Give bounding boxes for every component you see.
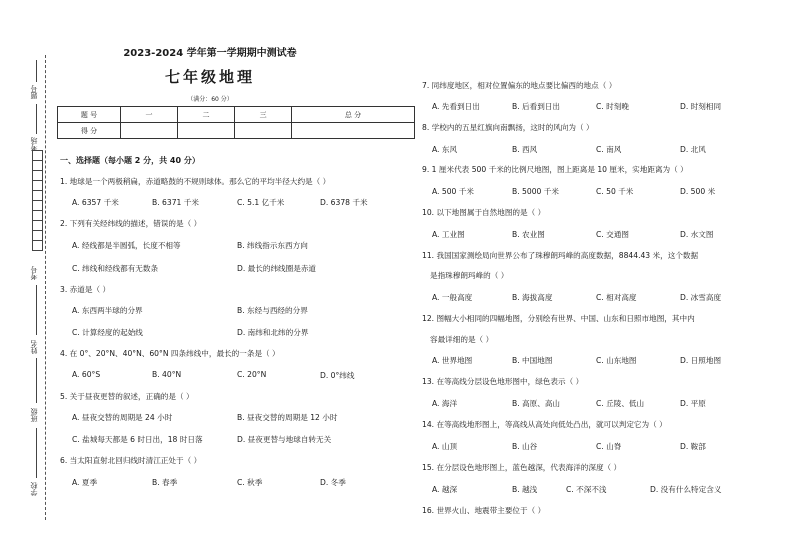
- score-table-score-row: [58, 123, 415, 139]
- question-option: C. 秋季: [237, 478, 263, 487]
- question-stem-continued: 容最详细的是（ ）: [430, 335, 494, 344]
- question-option: D. 鞍部: [680, 442, 706, 451]
- question-option: B. 6371 千米: [152, 198, 199, 207]
- question-option: C. 纬线和经线都有无数条: [72, 264, 159, 273]
- question-option: C. 不深不浅: [566, 485, 607, 494]
- section-title: 一、选择题（每小题 2 分，共 40 分）: [60, 156, 200, 165]
- question-option: B. 西风: [512, 145, 538, 154]
- question-option: D. 没有什么特定含义: [650, 485, 722, 494]
- score-table: [57, 106, 415, 139]
- question-option: C. 盐城每天都是 6 时日出，18 时日落: [72, 435, 203, 444]
- score-table-cell[interactable]: [121, 123, 178, 139]
- score-table-cell[interactable]: [292, 123, 415, 139]
- question-option: C. 20°N: [237, 370, 267, 379]
- question-option: D. 水文图: [680, 230, 714, 239]
- question-option: D. 南纬和北纬的分界: [237, 328, 309, 337]
- question-option: B. 春季: [152, 478, 178, 487]
- question-option: C. 山东地图: [596, 356, 637, 365]
- question-option: D. 北风: [680, 145, 706, 154]
- question-option: B. 5000 千米: [512, 187, 559, 196]
- question-option: D. 平原: [680, 399, 706, 408]
- score-table-cell: 得 分: [58, 123, 121, 139]
- question-option: C. 交通图: [596, 230, 629, 239]
- question-option: B. 昼夜交替的周期是 12 小时: [237, 413, 338, 422]
- margin-label-name: 姓名: [30, 340, 38, 354]
- margin-fill-line: [36, 428, 37, 478]
- seat-number-grid: [32, 150, 42, 250]
- binding-line: [45, 55, 46, 520]
- question-option: D. 时刻相同: [680, 102, 722, 111]
- question-option: D. 冬季: [320, 478, 346, 487]
- question-option: D. 日照地图: [680, 356, 722, 365]
- question-option: A. 先看到日出: [432, 102, 480, 111]
- question-option: B. 越浅: [512, 485, 538, 494]
- question-option: B. 山谷: [512, 442, 538, 451]
- question-option: A. 夏季: [72, 478, 98, 487]
- margin-fill-line: [36, 358, 37, 403]
- score-table-cell[interactable]: [178, 123, 235, 139]
- question-option: C. 计算经度的起始线: [72, 328, 143, 337]
- question-stem: 1. 地球是一个两极稍扁，赤道略鼓的不规则球体。那么它的平均半径大约是（ ）: [60, 177, 331, 186]
- question-option: B. 40°N: [152, 370, 182, 379]
- margin-fill-line: [36, 104, 37, 134]
- question-stem: 2. 下列有关经纬线的描述，错误的是（ ）: [60, 219, 202, 228]
- question-option: A. 世界地图: [432, 356, 473, 365]
- question-option: C. 相对高度: [596, 293, 637, 302]
- margin-label-exam-number: 考号: [30, 266, 38, 280]
- margin-label-class: 班级: [30, 408, 38, 422]
- question-option: A. 昼夜交替的周期是 24 小时: [72, 413, 173, 422]
- score-table-header-row: [58, 107, 415, 123]
- question-option: C. 南风: [596, 145, 622, 154]
- question-option: A. 东风: [432, 145, 458, 154]
- question-option: B. 农业图: [512, 230, 545, 239]
- question-option: A. 越深: [432, 485, 458, 494]
- score-table-cell: 二: [178, 107, 235, 123]
- score-table-cell: 题 号: [58, 107, 121, 123]
- question-option: D. 冰雪高度: [680, 293, 722, 302]
- question-stem: 3. 赤道是（ ）: [60, 285, 111, 294]
- question-option: A. 60°S: [72, 370, 101, 379]
- question-option: A. 工业图: [432, 230, 465, 239]
- question-option: C. 5.1 亿千米: [237, 198, 285, 207]
- margin-label-exam-room: 考场: [30, 137, 38, 151]
- question-stem-continued: 是指珠穆朗玛峰的（ ）: [430, 271, 509, 280]
- margin-fill-line: [36, 60, 37, 82]
- exam-subject: 七年级地理: [164, 68, 255, 86]
- question-option: A. 山顶: [432, 442, 458, 451]
- exam-title: 2023-2024 学年第一学期期中测试卷: [123, 48, 297, 59]
- question-stem: 5. 关于昼夜更替的叙述，正确的是（ ）: [60, 392, 194, 401]
- question-option: A. 东西两半球的分界: [72, 306, 143, 315]
- question-option: C. 丘陵、低山: [596, 399, 645, 408]
- question-option: D. 6378 千米: [320, 198, 368, 207]
- question-stem: 4. 在 0°、20°N、40°N、60°N 四条纬线中，最长的一条是（ ）: [60, 349, 280, 358]
- question-stem: 16. 世界火山、地震带主要位于（ ）: [422, 506, 546, 515]
- question-stem: 11. 我国国家测绘局向世界公布了珠穆朗玛峰的高度数据，8844.43 米，这个数据: [422, 251, 699, 260]
- question-option: C. 山脊: [596, 442, 622, 451]
- question-option: B. 后看到日出: [512, 102, 561, 111]
- score-table-cell: 总 分: [292, 107, 415, 123]
- score-table-cell[interactable]: [235, 123, 292, 139]
- question-option: A. 500 千米: [432, 187, 474, 196]
- score-table-cell: 三: [235, 107, 292, 123]
- question-option: B. 海拔高度: [512, 293, 553, 302]
- question-option: B. 纬线指示东西方向: [237, 241, 308, 250]
- question-stem: 8. 学校内的五星红旗向南飘扬，这时的风向为（ ）: [422, 123, 594, 132]
- question-option: B. 中国地图: [512, 356, 553, 365]
- question-stem: 10. 以下地图属于自然地图的是（ ）: [422, 208, 546, 217]
- question-option: D. 昼夜更替与地球自转无关: [237, 435, 332, 444]
- question-option: A. 海洋: [432, 399, 458, 408]
- question-option: A. 6357 千米: [72, 198, 119, 207]
- exam-score-note: （满分：60 分）: [187, 96, 233, 103]
- question-stem: 12. 图幅大小相同的四幅地图，分别绘有世界、中国、山东和日照市地图，其中内: [422, 314, 695, 323]
- question-option: A. 经线都是半圆弧，长度不相等: [72, 241, 181, 250]
- question-option: B. 东经与西经的分界: [237, 306, 308, 315]
- question-stem: 14. 在等高线地形图上，等高线从高处向低处凸出，就可以判定它为（ ）: [422, 420, 667, 429]
- margin-label-question-number: 题号: [30, 85, 38, 99]
- question-option: B. 高原、高山: [512, 399, 561, 408]
- question-option: A. 一般高度: [432, 293, 473, 302]
- question-option: C. 50 千米: [596, 187, 634, 196]
- question-option: C. 时刻晚: [596, 102, 629, 111]
- question-stem: 7. 同纬度地区，相对位置偏东的地点要比偏西的地点（ ）: [422, 81, 617, 90]
- margin-fill-line: [36, 285, 37, 335]
- question-stem: 15. 在分层设色地形图上，蓝色越深，代表海洋的深度（ ）: [422, 463, 622, 472]
- question-option: D. 500 米: [680, 187, 716, 196]
- question-option: D. 0°纬线: [320, 371, 355, 380]
- score-table-cell: 一: [121, 107, 178, 123]
- question-option: D. 最长的纬线圈是赤道: [237, 264, 317, 273]
- question-stem: 9. 1 厘米代表 500 千米的比例尺地图，图上距离是 10 厘米，实地距离为（ ）: [422, 165, 688, 174]
- question-stem: 6. 当太阳直射北回归线时清江正处于（ ）: [60, 456, 202, 465]
- margin-label-school: 学校: [30, 482, 38, 496]
- question-stem: 13. 在等高线分层设色地形图中，绿色表示（ ）: [422, 377, 584, 386]
